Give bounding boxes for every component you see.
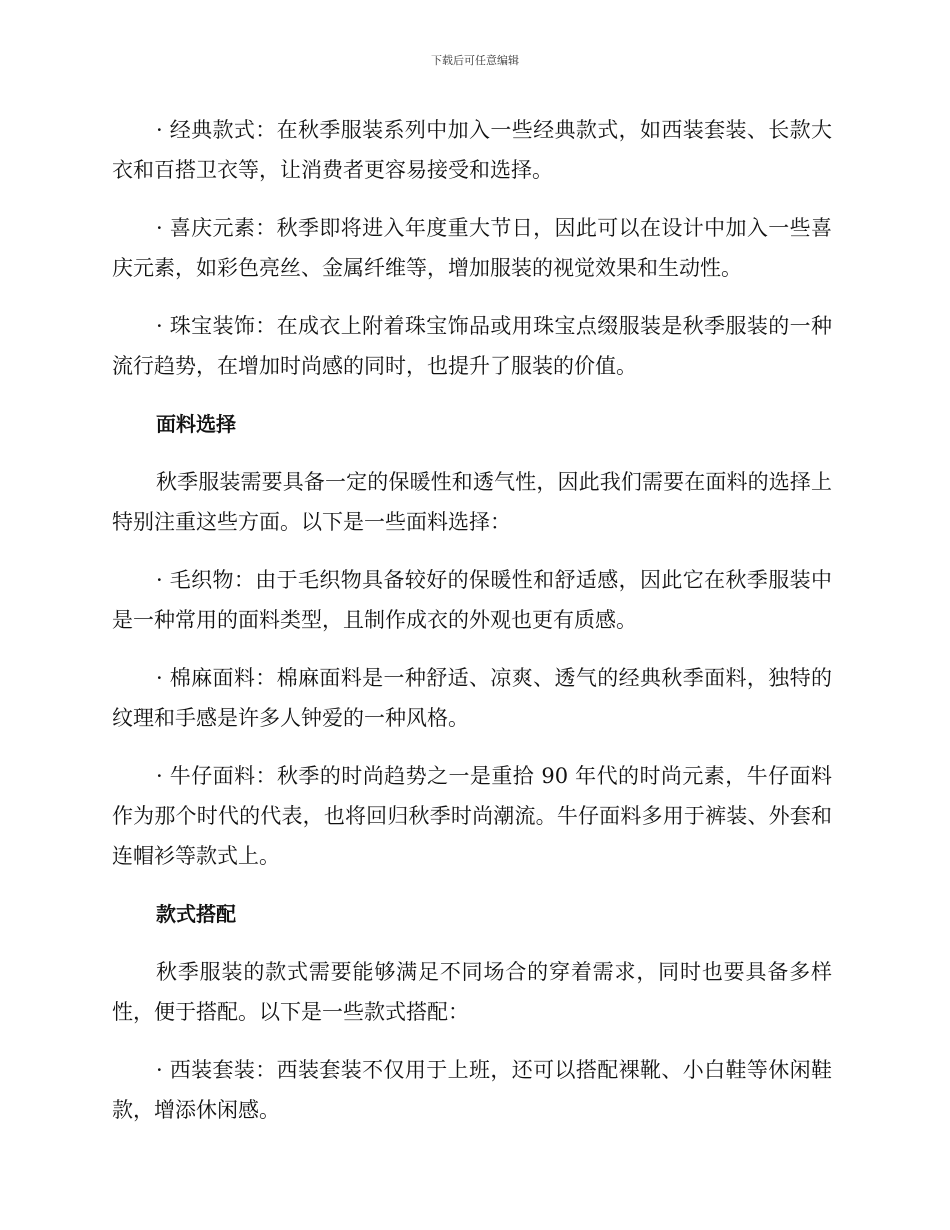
paragraph-suit-set: · 西装套装：西装套装不仅用于上班，还可以搭配裸靴、小白鞋等休闲鞋款，增添休闲感。 <box>112 1058 832 1122</box>
paragraph-wool: · 毛织物：由于毛织物具备较好的保暖性和舒适感，因此它在秋季服装中是一种常用的面料类型，且制作成衣的外观也更有质感。 <box>112 568 832 632</box>
paragraph-style-intro: 秋季服装的款式需要能够满足不同场合的穿着需求，同时也要具备多样性，便于搭配。以下是一些款式搭配： <box>112 960 832 1024</box>
paragraph-classic-styles: · 经典款式：在秋季服装系列中加入一些经典款式，如西装套装、长款大衣和百搭卫衣等，让消费者更容易接受和选择。 <box>112 118 832 182</box>
paragraph-cotton-linen: · 棉麻面料：棉麻面料是一种舒适、凉爽、透气的经典秋季面料，独特的纹理和手感是许多人钟爱的一种风格。 <box>112 666 832 730</box>
paragraph-jewelry-decoration: · 珠宝装饰：在成衣上附着珠宝饰品或用珠宝点缀服装是秋季服装的一种流行趋势，在增加时尚感的同时，也提升了服装的价值。 <box>112 314 832 378</box>
paragraph-festive-elements: · 喜庆元素：秋季即将进入年度重大节日，因此可以在设计中加入一些喜庆元素，如彩色亮丝、金属纤维等，增加服装的视觉效果和生动性。 <box>112 216 832 280</box>
document-body <box>112 110 832 1148</box>
paragraph-fabric-intro: 秋季服装需要具备一定的保暖性和透气性，因此我们需要在面料的选择上特别注重这些方面。以下是一些面料选择： <box>112 470 832 534</box>
paragraph-denim: · 牛仔面料：秋季的时尚趋势之一是重拾 90 年代的时尚元素，牛仔面料作为那个时代的代表，也将回归秋季时尚潮流。牛仔面料多用于裤装、外套和连帽衫等款式上。 <box>112 764 832 868</box>
section-heading-fabric: 面料选择 <box>156 412 236 436</box>
section-heading-style-matching: 款式搭配 <box>156 902 236 926</box>
page-header-note: 下载后可任意编辑 <box>431 54 519 67</box>
